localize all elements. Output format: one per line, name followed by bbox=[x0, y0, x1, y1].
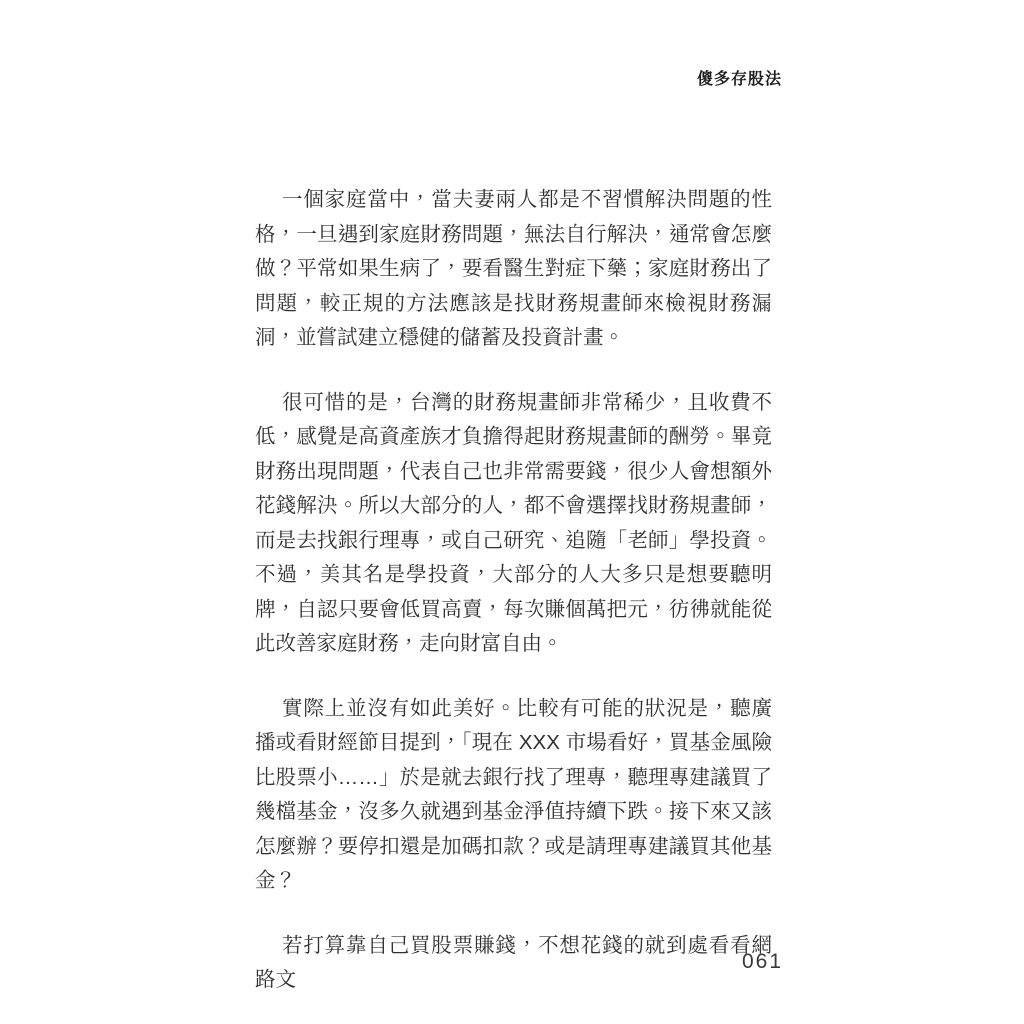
paragraph-3: 實際上並沒有如此美好。比較有可能的狀況是，聽廣播或看財經節目提到，「現在 XXX 市場看好，買基金風險比股票小……」於是就去銀行找了理專，聽理專建議買了幾檔基金，沒多久就遇到基金淨值持續下跌。接下來又該怎麼辦？要停扣還是加碼扣款？或是請理專建議買其他基金？ bbox=[255, 696, 772, 892]
page-number: 061 bbox=[742, 950, 784, 973]
paragraph-2: 很可惜的是，台灣的財務規畫師非常稀少，且收費不低，感覺是高資產族才負擔得起財務規畫師的酬勞。畢竟財務出現問題，代表自己也非常需要錢，很少人會想額外花錢解決。所以大部分的人，都不會選擇找財務規畫師，而是去找銀行理專，或自己研究、追隨「老師」學投資。不過，美其名是學投資，大部分的人大多只是想要聽明牌，自認只要會低買高賣，每次賺個萬把元，彷彿就能從此改善家庭財務，走向財富自由。 bbox=[255, 390, 772, 655]
running-head-book-title: 傻多存股法 bbox=[696, 71, 782, 88]
paragraph-4: 若打算靠自己買股票賺錢，不想花錢的就到處看看網路文 bbox=[255, 933, 772, 991]
paragraph-1: 一個家庭當中，當夫妻兩人都是不習慣解決問題的性格，一旦遇到家庭財務問題，無法自行解決，通常會怎麼做？平常如果生病了，要看醫生對症下藥；家庭財務出了問題，較正規的方法應該是找財務規畫師來檢視財務漏洞，並嘗試建立穩健的儲蓄及投資計畫。 bbox=[255, 188, 772, 349]
body-text-block bbox=[255, 183, 772, 998]
